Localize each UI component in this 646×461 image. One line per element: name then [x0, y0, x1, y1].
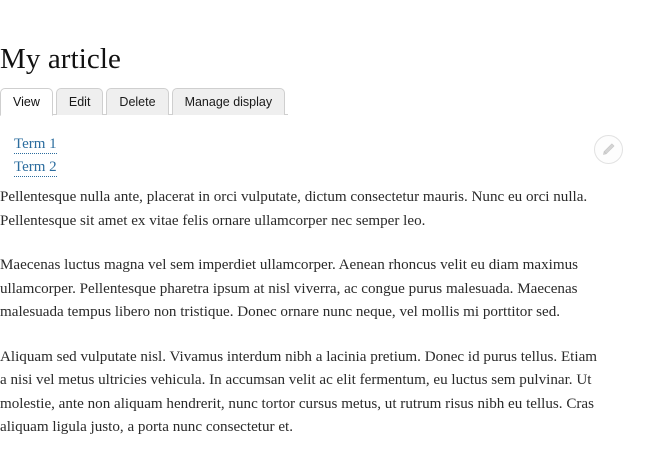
- article-paragraph: Maecenas luctus magna vel sem imperdiet ullamcorper. Aenean rhoncus velit eu diam maximus ullamcorper. Pellentesque pharetra ipsum at nisl viverra, ac congue purus malesuada. Maecenas malesuada tempus libero non tristique. Donec ornare nunc neque, vel mollis mi porttitor sed.: [0, 257, 578, 320]
- term-list: [14, 132, 414, 178]
- term-link[interactable]: Term 2: [14, 159, 57, 175]
- term-row: [14, 132, 414, 155]
- tab-bar: [0, 86, 288, 115]
- article-paragraph: Pellentesque nulla ante, placerat in orci vulputate, dictum consectetur mauris. Nunc eu orci nulla. Pellentesque sit amet ex vitae felis ornare ullamcorper nec semper leo.: [0, 189, 588, 229]
- article-paragraph: Aliquam sed vulputate nisl. Vivamus interdum nibh a lacinia pretium. Donec id purus tellus. Etiam a nisi vel metus ultricies vehicula. In accumsan velit ac elit fermentum, eu luctus sem pulvinar. Ut molestie, ante non aliquam hendrerit, nunc tortor cursus metus, ut rutrum risus nibh eu tellus. Cras aliquam ligula justo, a porta nunc consectetur et.: [0, 348, 598, 435]
- page-title: My article: [0, 43, 121, 75]
- tab-view[interactable]: View: [0, 88, 53, 116]
- tab-delete[interactable]: Delete: [106, 88, 168, 115]
- term-link[interactable]: Term 1: [14, 136, 57, 152]
- pencil-icon: [601, 142, 616, 157]
- edit-article-button[interactable]: [594, 135, 623, 164]
- tab-edit[interactable]: Edit: [56, 88, 104, 115]
- article-body: [0, 186, 600, 461]
- tab-manage-display[interactable]: Manage display: [172, 88, 286, 115]
- term-row: [14, 155, 414, 178]
